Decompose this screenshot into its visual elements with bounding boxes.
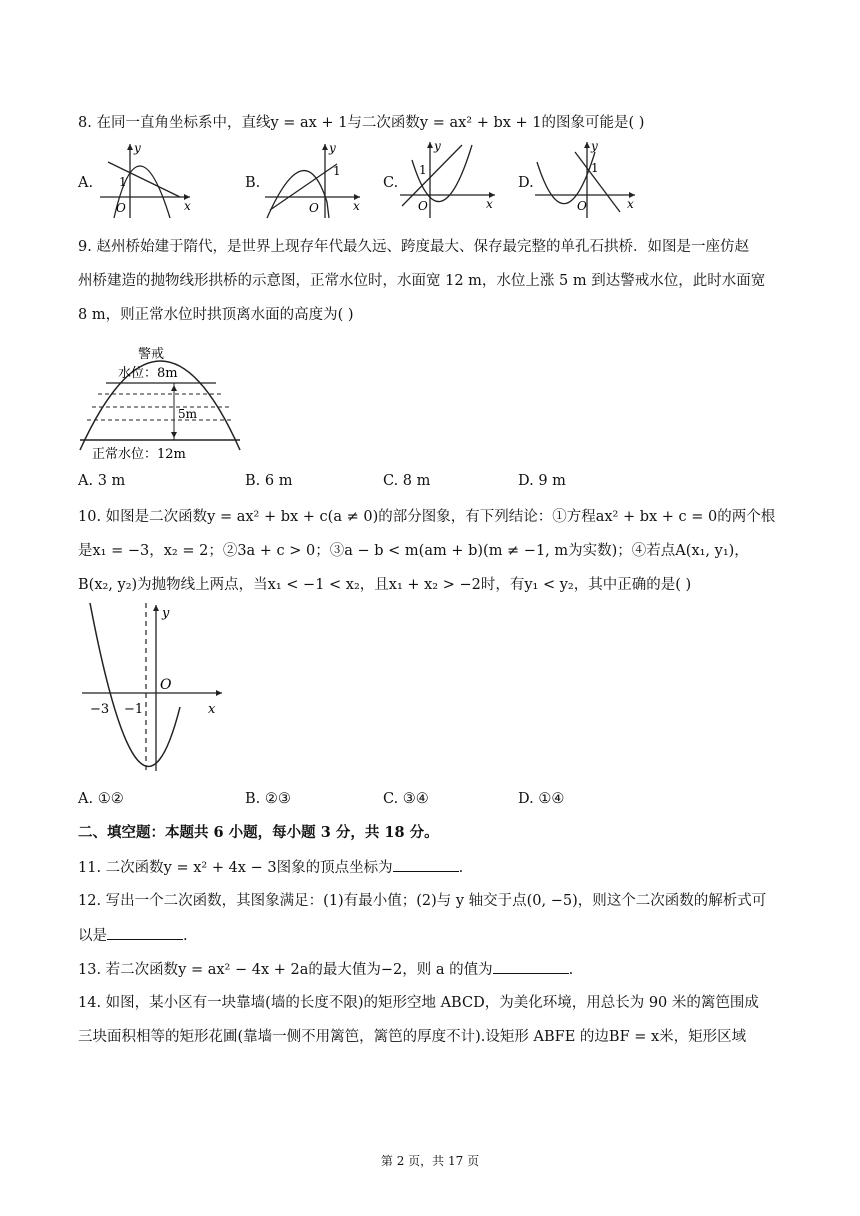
- q13-blank[interactable]: [493, 959, 569, 974]
- q8-graph-b: [265, 142, 365, 220]
- q8-option-b[interactable]: B.: [245, 175, 261, 191]
- svg-text:O: O: [116, 201, 126, 215]
- svg-text:5m: 5m: [178, 407, 198, 421]
- q13-text: 13. 若二次函数y = ax² − 4x + 2a的最大值为−2，则 a 的值为: [78, 962, 493, 978]
- svg-text:−3: −3: [90, 702, 110, 717]
- svg-text:y: y: [591, 139, 598, 153]
- svg-text:O: O: [577, 199, 587, 213]
- q12-text: 以是: [78, 928, 107, 944]
- q10-option-a[interactable]: A. ①②: [78, 791, 124, 807]
- svg-text:1: 1: [419, 163, 427, 177]
- svg-text:O: O: [160, 677, 172, 693]
- q8-option-a[interactable]: A.: [78, 175, 94, 191]
- q8-graph-a: [100, 142, 195, 220]
- q9-option-c[interactable]: C. 8 m: [383, 473, 431, 489]
- q14-line-1: 14. 如图，某小区有一块靠墙(墙的长度不限)的矩形空地 ABCD，为美化环境，用总长为 90 米的篱笆围成: [78, 995, 759, 1011]
- svg-text:1: 1: [591, 161, 599, 175]
- svg-text:1: 1: [333, 164, 341, 178]
- q8-graph-d: [535, 140, 640, 220]
- q10-line-3: B(x₂, y₂)为抛物线上两点，当x₁ < −1 < x₂，且x₁ + x₂ > −2时，有y₁ < y₂，其中正确的是( ): [78, 577, 692, 593]
- q9-line-3: 8 m，则正常水位时拱顶离水面的高度为( ): [78, 307, 354, 323]
- svg-text:正常水位：12m: 正常水位：12m: [92, 447, 186, 462]
- svg-text:O: O: [309, 201, 319, 215]
- q11-blank[interactable]: [393, 857, 459, 872]
- q11-line: [78, 857, 463, 878]
- q9-bridge-figure: [78, 330, 258, 465]
- q8-option-d[interactable]: D.: [518, 175, 534, 191]
- q10-line-1: 10. 如图是二次函数y = ax² + bx + c(a ≠ 0)的部分图象，有下列结论：①方程ax² + bx + c = 0的两个根: [78, 509, 776, 525]
- q9-option-a[interactable]: A. 3 m: [78, 473, 126, 489]
- q8-text: 8. 在同一直角坐标系中，直线y = ax + 1与二次函数y = ax² + bx + 1的图象可能是( ): [78, 115, 645, 131]
- q10-option-d[interactable]: D. ①④: [518, 791, 565, 807]
- q11-end: .: [458, 860, 464, 876]
- section-fill-in-title: 二、填空题：本题共 6 小题，每小题 3 分，共 18 分。: [78, 824, 439, 841]
- svg-text:O: O: [418, 199, 428, 213]
- q14-line-2: 三块面积相等的矩形花圃(靠墙一侧不用篱笆，篱笆的厚度不计).设矩形 ABFE 的边BF = x米，矩形区域: [78, 1029, 747, 1045]
- q9-option-b[interactable]: B. 6 m: [245, 473, 293, 489]
- svg-text:警戒: 警戒: [138, 347, 165, 362]
- q12-end: .: [183, 928, 188, 944]
- q10-option-c[interactable]: C. ③④: [383, 791, 429, 807]
- svg-text:x: x: [486, 197, 493, 211]
- svg-text:y: y: [134, 141, 141, 155]
- q12-line-2: [78, 925, 188, 946]
- q8-option-c[interactable]: C.: [383, 175, 399, 191]
- q11-text: 11. 二次函数y = x² + 4x − 3图象的顶点坐标为: [78, 860, 393, 876]
- svg-text:x: x: [184, 199, 191, 213]
- svg-text:水位：8m: 水位：8m: [118, 366, 178, 381]
- svg-text:y: y: [329, 141, 336, 155]
- svg-text:y: y: [162, 606, 170, 621]
- q13-line: [78, 959, 573, 980]
- q13-end: .: [568, 962, 574, 978]
- svg-text:1: 1: [119, 175, 127, 189]
- q10-option-b[interactable]: B. ②③: [245, 791, 291, 807]
- svg-text:y: y: [434, 139, 441, 153]
- svg-text:x: x: [208, 702, 216, 717]
- svg-text:x: x: [353, 199, 360, 213]
- svg-text:x: x: [627, 197, 634, 211]
- svg-text:−1: −1: [124, 702, 144, 717]
- q12-blank[interactable]: [107, 925, 183, 940]
- page-footer: 第 2 页，共 17 页: [380, 1154, 480, 1168]
- q10-parabola-figure: [82, 603, 227, 773]
- q9-line-1: 9. 赵州桥始建于隋代，是世界上现存年代最久远、跨度最大、保存最完整的单孔石拱桥．如图是一座仿赵: [78, 239, 749, 255]
- q9-line-2: 州桥建造的抛物线形拱桥的示意图，正常水位时，水面宽 12 m，水位上涨 5 m 到达警戒水位，此时水面宽: [78, 273, 766, 289]
- q12-line-1: 12. 写出一个二次函数，其图象满足：(1)有最小值；(2)与 y 轴交于点(0, −5)，则这个二次函数的解析式可: [78, 893, 767, 909]
- q9-option-d[interactable]: D. 9 m: [518, 473, 566, 489]
- q10-line-2: 是x₁ = −3，x₂ = 2；②3a + c > 0；③a − b < m(am + b)(m ≠ −1, m为实数)；④若点A(x₁, y₁)，: [78, 543, 749, 559]
- q8-graph-c: [400, 140, 500, 220]
